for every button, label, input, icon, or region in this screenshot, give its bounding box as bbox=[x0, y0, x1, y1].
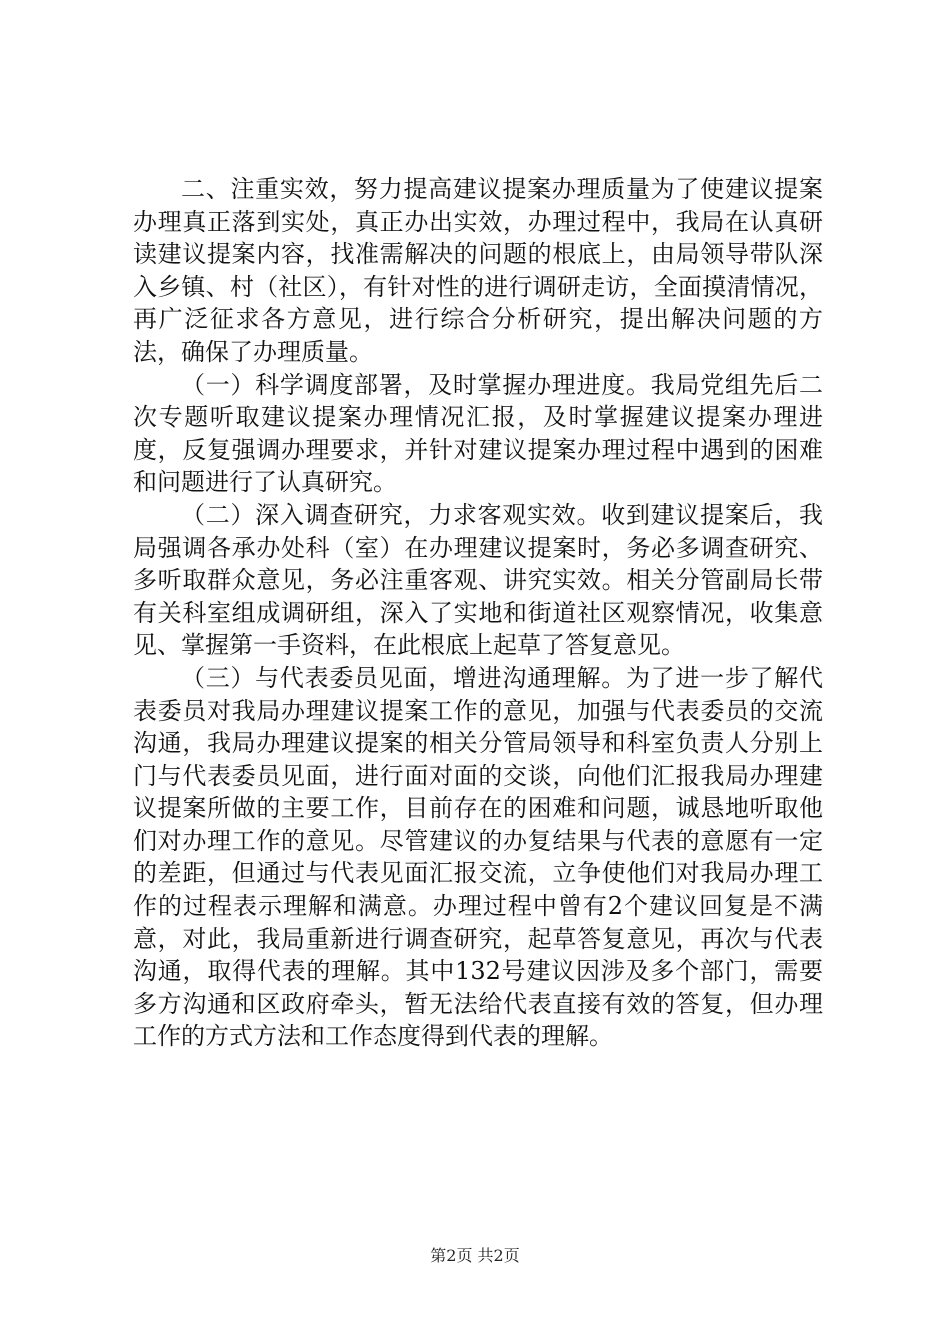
paragraph-item-one: （一）科学调度部署，及时掌握办理进度。我局党组先后二次专题听取建议提案办理情况汇报，及时掌握建议提案办理进度，反复强调办理要求，并针对建议提案办理过程中遇到的困难和问题进行了认真研究。 bbox=[133, 370, 823, 497]
page-footer: 第2页 共2页 bbox=[430, 1246, 520, 1265]
document-body bbox=[133, 173, 823, 1053]
paragraph-section-two: 二、注重实效，努力提高建议提案办理质量为了使建议提案办理真正落到实处，真正办出实效，办理过程中，我局在认真研读建议提案内容，找准需解决的问题的根底上，由局领导带队深入乡镇、村（社区），有针对性的进行调研走访，全面摸清情况，再广泛征求各方意见，进行综合分析研究，提出解决问题的方法，确保了办理质量。 bbox=[133, 175, 823, 366]
paragraph-item-three: （三）与代表委员见面，增进沟通理解。为了进一步了解代表委员对我局办理建议提案工作的意见，加强与代表委员的交流沟通，我局办理建议提案的相关分管局领导和科室负责人分别上门与代表委员见面，进行面对面的交谈，向他们汇报我局办理建议提案所做的主要工作，目前存在的困难和问题，诚恳地听取他们对办理工作的意见。尽管建议的办复结果与代表的意愿有一定的差距，但通过与代表见面汇报交流，立争使他们对我局办理工作的过程表示理解和满意。办理过程中曾有2个建议回复是不满意，对此，我局重新进行调查研究，起草答复意见，再次与代表沟通，取得代表的理解。其中132号建议因涉及多个部门，需要多方沟通和区政府牵头，暂无法给代表直接有效的答复，但办理工作的方式方法和工作态度得到代表的理解。 bbox=[133, 663, 823, 1051]
paragraph-item-two: （二）深入调查研究，力求客观实效。收到建议提案后，我局强调各承办处科（室）在办理建议提案时，务必多调查研究、多听取群众意见，务必注重客观、讲究实效。相关分管副局长带有关科室组成调研组，深入了实地和街道社区观察情况，收集意见、掌握第一手资料，在此根底上起草了答复意见。 bbox=[133, 500, 823, 660]
